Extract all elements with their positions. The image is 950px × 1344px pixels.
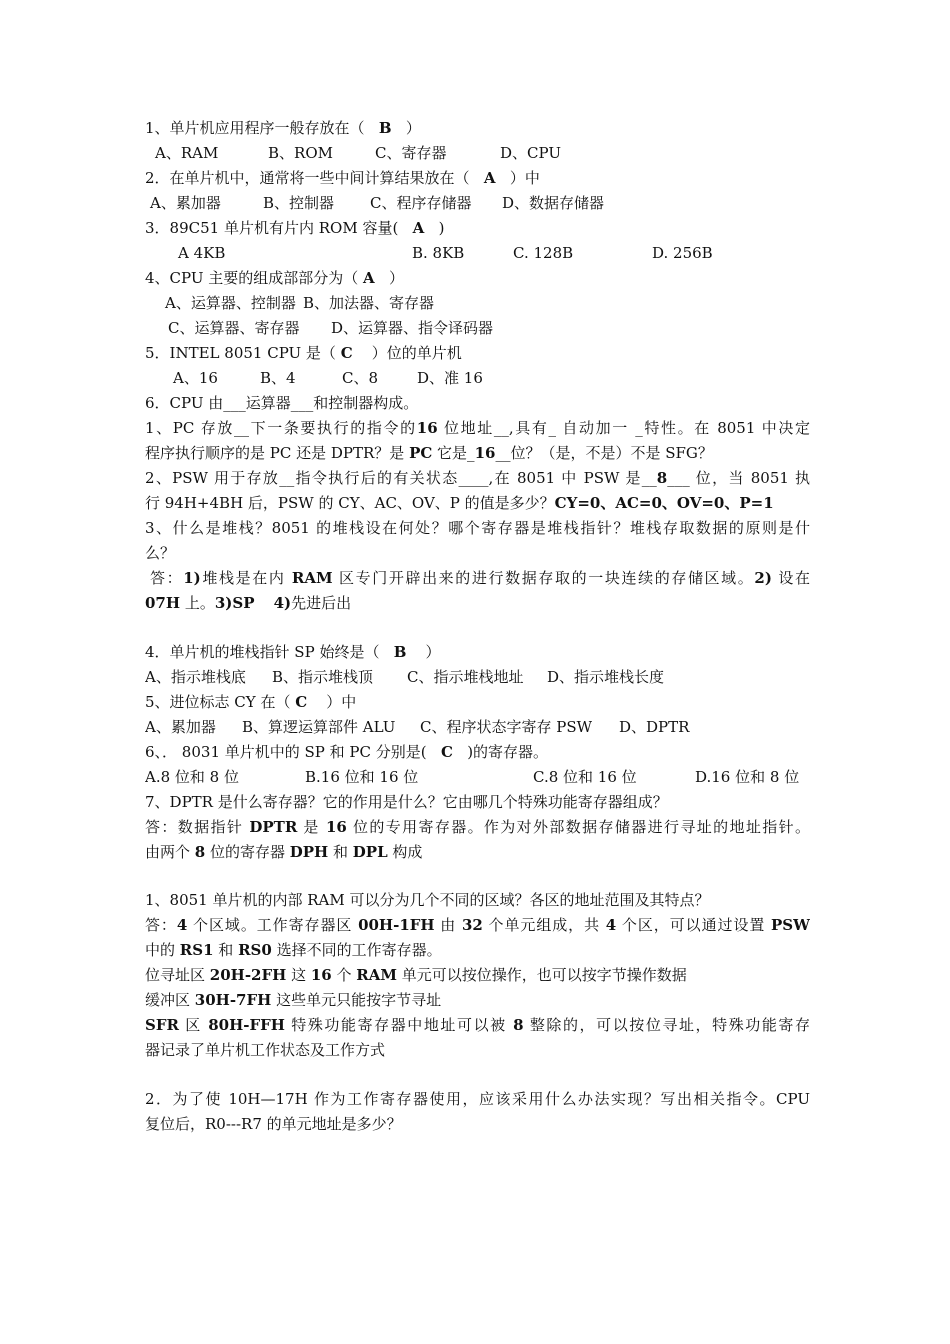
option-c: C、程序存储器 [370,194,472,212]
option-a: A、RAM [155,144,219,162]
answer-3: A [412,219,425,237]
stack-answer-line-2: 07H 上。3)SP 4)先进后出 [145,594,352,612]
option-b: B. 8KB [412,244,465,262]
option-d: D、准 16 [417,369,483,387]
question-cy: 5、进位标志 CY 在（ C ）中 [145,693,357,711]
register-question-line-1: 2．为了使 10H—17H 作为工作寄存器使用，应该采用什么办法实现？写出相关指令。CPU [145,1090,810,1108]
psw-question-line-1: 2、PSW 用于存放__指令执行后的有关状态____,在 8051 中 PSW 是__8___ 位，当 8051 执 [145,469,810,487]
question-6: 6．CPU 由___运算器___和控制器构成。 [145,394,419,412]
question-5-options [145,368,810,388]
dptr-answer-line-1: 答：数据指针 DPTR 是 16 位的专用寄存器。作为对外部数据存储器进行寻址的地址指针。 [145,818,810,836]
answer-4: A [363,269,375,287]
ram-answer-line-2: 中的 RS1 和 RS0 选择不同的工作寄存器。 [145,941,442,959]
ram-answer-line-4: 缓冲区 30H-7FH 这些单元只能按字节寻址 [145,991,442,1009]
question-8031: 6、． 8031 单片机中的 SP 和 PC 分别是( C )的寄存器。 [145,743,549,761]
question-4: 4、CPU 主要的组成部部分为（ A ） [145,269,405,287]
option-c: C. 128B [513,244,574,262]
option-d: D、运算器、指令译码器 [331,319,494,337]
pc-question-line-1: 1、PC 存放__下一条要执行的指令的16 位地址__,具有_ 自动加一 _特性。在 8051 中决定 [145,419,810,437]
option-d: D、DPTR [619,718,690,736]
question-5: 5．INTEL 8051 CPU 是（ C ）位的单片机 [145,344,462,362]
ram-question: 1、8051 单片机的内部 RAM 可以分为几个不同的区域？各区的地址范围及其特点？ [145,891,710,909]
answer-1: B [378,119,392,137]
option-c: C、8 [342,369,379,387]
question-2: 2．在单片机中，通常将一些中间计算结果放在（ A ）中 [145,169,540,187]
pc-question-line-2: 程序执行顺序的是 PC 还是 DPTR？是 PC 它是_16__位？（是，不是）不是 SFG？ [145,444,713,462]
ram-answer-line-6: 器记录了单片机工作状态及工作方式 [145,1041,386,1059]
question-4-options-1 [145,293,810,313]
option-c: C、运算器、寄存器 [168,319,300,337]
dptr-answer-line-2: 由两个 8 位的寄存器 DPH 和 DPL 构成 [145,843,423,861]
option-c: C.8 位和 16 位 [533,768,637,786]
option-a: A.8 位和 8 位 [145,768,239,786]
psw-question-line-2: 行 94H+4BH 后，PSW 的 CY、AC、OV、P 的值是多少？CY=0、AC=0、OV=0、P=1 [145,494,774,512]
ram-answer-line-5: SFR 区 80H-FFH 特殊功能寄存器中地址可以被 8 整除的，可以按位寻址，特殊功能寄存 [145,1016,810,1034]
question-sp-options [145,667,810,687]
option-d: D.16 位和 8 位 [695,768,800,786]
option-a: A、16 [173,369,218,387]
answer-8031: C [440,743,453,761]
question-3: 3．89C51 单片机有片内 ROM 容量( A ) [145,219,445,237]
dptr-question: 7、DPTR 是什么寄存器？它的作用是什么？它由哪几个特殊功能寄存器组成？ [145,793,668,811]
option-b: B、加法器、寄存器 [303,294,435,312]
option-b: B.16 位和 16 位 [305,768,419,786]
option-d: D、CPU [500,144,561,162]
psw-answer: CY=0、AC=0、OV=0、P=1 [554,494,774,512]
stack-question-line-1: 3、什么是堆栈？8051 的堆栈设在何处？哪个寄存器是堆栈指针？堆栈存取数据的原则是什 [145,519,810,537]
option-b: B、算逻运算部件 ALU [242,718,396,736]
option-d: D. 256B [652,244,713,262]
question-2-options [145,193,810,213]
option-a: A、指示堆栈底 [145,668,246,686]
stack-answer-line-1: 答：1)堆栈是在内 RAM 区专门开辟出来的进行数据存取的一块连续的存储区域。2) 设在 [150,569,810,587]
option-d: D、指示堆栈长度 [547,668,665,686]
option-b: B、指示堆栈顶 [272,668,374,686]
option-a: A、累加器 [150,194,221,212]
option-d: D、数据存储器 [502,194,605,212]
answer-sp: B [393,643,407,661]
question-8031-options [145,767,810,787]
option-a: A 4KB [178,244,226,262]
option-b: B、控制器 [263,194,335,212]
option-b: B、ROM [268,144,333,162]
option-c: C、寄存器 [375,144,447,162]
option-c: C、程序状态字寄存 PSW [420,718,593,736]
question-4-options-2 [145,318,810,338]
question-sp: 4．单片机的堆栈指针 SP 始终是（ B ） [145,643,441,661]
option-c: C、指示堆栈地址 [407,668,524,686]
ram-answer-line-1: 答：4 个区域。工作寄存器区 00H-1FH 由 32 个单元组成，共 4 个区，可以通过设置 PSW [145,916,810,934]
answer-cy: C [295,693,308,711]
answer-2: A [483,169,496,187]
question-1-options [145,143,810,163]
answer-5: C [340,344,353,362]
question-1: 1、单片机应用程序一般存放在（ B ） [145,119,421,137]
question-3-options [145,243,810,263]
register-question-line-2: 复位后，R0---R7 的单元地址是多少？ [145,1115,402,1133]
stack-question-line-2: 么？ [145,544,176,562]
question-cy-options [145,717,810,737]
option-b: B、4 [260,369,296,387]
ram-answer-line-3: 位寻址区 20H-2FH 这 16 个 RAM 单元可以按位操作，也可以按字节操作数据 [145,966,687,984]
option-a: A、运算器、控制器 [165,294,296,312]
option-a: A、累加器 [145,718,216,736]
